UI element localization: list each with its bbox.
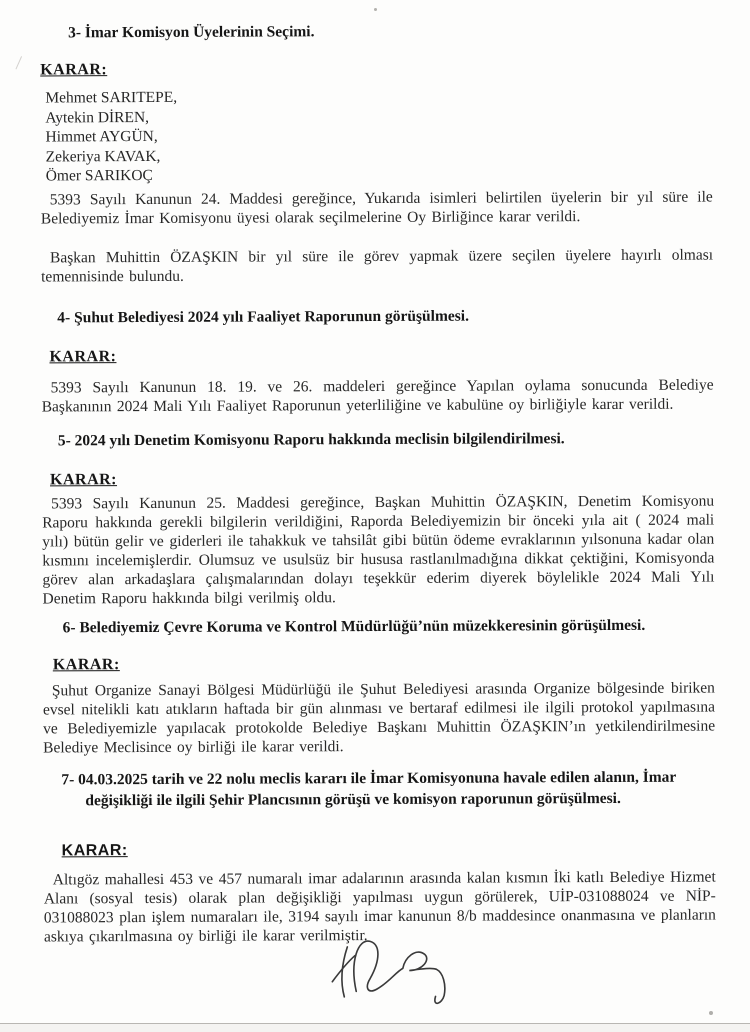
member-name: Himmet AYGÜN, <box>45 127 158 146</box>
section-3-heading: 3- İmar Komisyon Üyelerinin Seçimi. <box>68 23 315 42</box>
section-6-cevre-koruma-muzekkeresi <box>43 615 716 757</box>
section-6-heading: 6- Belediyemiz Çevre Koruma ve Kontrol Müdürlüğü’nün müzekkeresinin görüşülmesi. <box>62 616 646 636</box>
section-3-paragraph: Başkan Muhittin ÖZAŞKIN bir yıl süre ile görev yapmak üzere seçilen üyelere hayırlı olması temennisinde bulundu. <box>41 246 714 285</box>
section-5-heading: 5- 2024 yılı Denetim Komisyonu Raporu hakkında meclisin bilgilendirilmesi. <box>57 429 565 449</box>
section-6-karar-row <box>53 652 715 674</box>
scan-artifact <box>374 8 377 11</box>
karar-label: KARAR: <box>40 61 108 79</box>
member-name: Ömer SARIKOÇ <box>45 166 153 185</box>
section-3-karar-row <box>40 58 712 80</box>
karar-label: KARAR: <box>49 470 118 488</box>
section-7-imar-degisikligi <box>43 766 716 946</box>
section-5-karar-row <box>50 467 714 489</box>
section-5-denetim-komisyonu-raporu <box>42 428 715 608</box>
commission-member-names <box>45 86 712 186</box>
section-5-paragraph: 5393 Sayılı Kanunun 25. Maddesi gereğince, Başkan Muhittin ÖZAŞKIN, Denetim Komisyonu Raporu hakkında gerekli bilgilerin verildiğini, Raporda Belediyemizin bir önceki yıla ait ( 2024 mali yılı) bütün gelir ve giderleri ile tahakkuk ve tahsilât gibi bütün ödeme evraklarının yılsonuna kadar olan kısmını incelemişlerdir. Olumsuz ve usulsüz bir hususa rastlanılmadığına dikkat çektiğini, Komisyonda görev alan arkadaşlara çalışmalarından dolayı teşekkür ederim diyerek böylelikle 2024 Mali Yılı Denetim Raporu hakkında bilgi verilmiş oldu. <box>42 492 715 607</box>
section-4-heading: 4- Şuhut Belediyesi 2024 yılı Faaliyet Raporunun görüşülmesi. <box>57 307 469 326</box>
scan-artifact <box>709 1011 713 1015</box>
section-7-paragraph: Altıgöz mahallesi 453 ve 457 numaralı imar adalarının arasında kalan kısmın İki katlı Belediye Hizmet Alanı (sosyal tesis) olarak plan değişikliği yapılması uygun görülerek, UİP-031088024 ve NİP- 031088023 plan işlem numaraları ile, 3194 sayılı imar kanunun 8/b maddesince onanmasına ve planların askıya çıkarılmasına oy birliği ile karar verilmiştir. <box>43 868 716 945</box>
section-4-karar-row <box>49 344 713 366</box>
member-name: Aytekin DİREN, <box>45 108 150 126</box>
member-name: Mehmet SARITEPE, <box>45 88 178 107</box>
section-7-heading: 7- 04.03.2025 tarih ve 22 nolu meclis kararı ile İmar Komisyonuna havale edilen alanın, İmar değişikliği ile ilgili Şehir Plancısının görüşü ve komisyon raporunun görüşülmesi. <box>61 768 677 809</box>
karar-label: KARAR: <box>52 655 120 673</box>
section-7-karar-row <box>62 838 716 860</box>
scan-artifact <box>15 56 27 72</box>
karar-label: KARAR: <box>49 347 117 365</box>
section-3-paragraph: 5393 Sayılı Kanunun 24. Maddesi gereğince, Yukarıda isimleri belirtilen üyelerin bir yıl süre ile Belediyemiz İmar Komisyonu üyesi olarak seçilmelerine Oy Birliğince karar verildi. <box>40 188 713 227</box>
section-6-paragraph: Şuhut Organize Sanayi Bölgesi Müdürlüğü ile Şuhut Belediyesi arasında Organize bölgesinde biriken evsel nitelikli katı atıkların haftada bir gün alınması ve bertaraf edilmesi ile ilgili protokol yapılmasına ve Belediyemizle yapılacak protokolde Belediye Başkanı Muhittin ÖZAŞKIN’ın yetkilendirilmesine Belediye Meclisince oy birliği ile karar verildi. <box>42 679 716 756</box>
scan-bottom-strip <box>0 1024 750 1032</box>
document-content <box>40 21 716 1014</box>
member-name: Zekeriya KAVAK, <box>45 147 161 165</box>
section-4-faaliyet-raporu <box>41 305 713 416</box>
section-3-imar-komisyon-uyeleri <box>40 21 713 286</box>
karar-label: KARAR: <box>61 841 128 859</box>
handwritten-signature-icon <box>324 936 464 1013</box>
section-4-paragraph: 5393 Sayılı Kanunun 18. 19. ve 26. maddeleri gereğince Yapılan oylama sonucunda Belediye Başkanının 2024 Mali Yılı Faaliyet Raporunun yeterliliğine ve kabulüne oy birliğiyle karar verildi. <box>41 376 714 415</box>
